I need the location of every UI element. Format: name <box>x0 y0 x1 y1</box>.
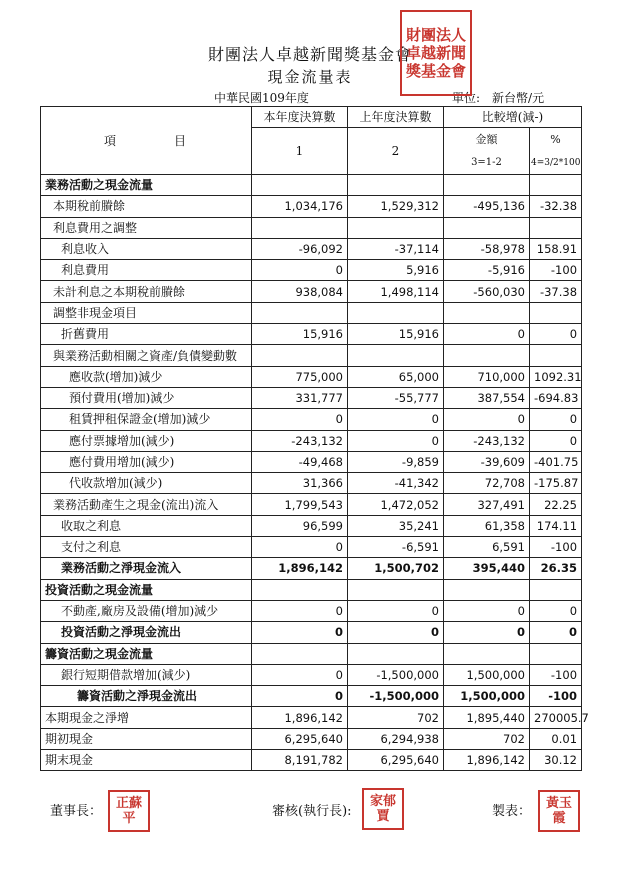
table-row <box>41 750 582 771</box>
cash-flow-table <box>40 106 589 771</box>
table-row <box>41 302 582 323</box>
change-pct: 270005.7 <box>530 707 582 728</box>
change-amount: 0 <box>444 622 530 643</box>
header-current-no: 1 <box>252 128 348 175</box>
current-value: 8,191,782 <box>252 750 348 771</box>
row-label: 應收款(增加)減少 <box>41 366 252 387</box>
change-pct: 0 <box>530 409 582 430</box>
change-amount: 710,000 <box>444 366 530 387</box>
table-row <box>41 324 582 345</box>
change-amount: -495,136 <box>444 196 530 217</box>
table-row <box>41 451 582 472</box>
table-row <box>41 494 582 515</box>
current-value: 0 <box>252 686 348 707</box>
row-label: 不動產,廠房及設備(增加)減少 <box>41 600 252 621</box>
change-pct: -100 <box>530 260 582 281</box>
change-amount <box>444 345 530 366</box>
current-value: 0 <box>252 260 348 281</box>
prior-value: -1,500,000 <box>348 664 444 685</box>
preparer-seal-stamp: 黃玉霞 <box>538 790 580 832</box>
chair-seal-stamp: 正蘇平 <box>108 790 150 832</box>
change-pct: 22.25 <box>530 494 582 515</box>
header-row-1 <box>41 107 582 128</box>
table-row <box>41 409 582 430</box>
row-label: 應付票據增加(減少) <box>41 430 252 451</box>
prior-value: -9,859 <box>348 451 444 472</box>
fiscal-period: 中華民國109年度 <box>214 91 309 105</box>
change-amount: 0 <box>444 600 530 621</box>
change-amount: -560,030 <box>444 281 530 302</box>
current-value: 0 <box>252 537 348 558</box>
prior-value: 0 <box>348 409 444 430</box>
table-row <box>41 579 582 600</box>
row-label: 代收款增加(減少) <box>41 473 252 494</box>
table-row <box>41 537 582 558</box>
change-amount: -5,916 <box>444 260 530 281</box>
table-row <box>41 196 582 217</box>
change-pct <box>530 175 582 196</box>
prior-value <box>348 175 444 196</box>
preparer-signature-label: 製表： <box>492 804 532 819</box>
prior-value: 1,529,312 <box>348 196 444 217</box>
change-pct <box>530 579 582 600</box>
change-pct: -32.38 <box>530 196 582 217</box>
prior-value: -41,342 <box>348 473 444 494</box>
change-amount: 1,500,000 <box>444 686 530 707</box>
row-label: 業務活動產生之現金(流出)流入 <box>41 494 252 515</box>
current-value: 1,896,142 <box>252 707 348 728</box>
current-value <box>252 217 348 238</box>
change-pct: -100 <box>530 686 582 707</box>
change-pct: 0 <box>530 622 582 643</box>
row-label: 預付費用(增加)減少 <box>41 387 252 408</box>
current-value: 0 <box>252 600 348 621</box>
change-pct: -100 <box>530 537 582 558</box>
current-value: -243,132 <box>252 430 348 451</box>
change-amount <box>444 175 530 196</box>
change-pct: 0 <box>530 600 582 621</box>
table-row <box>41 558 582 579</box>
table-row <box>41 643 582 664</box>
current-value <box>252 175 348 196</box>
current-value: 0 <box>252 622 348 643</box>
prior-value: 35,241 <box>348 515 444 536</box>
header-prior-no: 2 <box>348 128 444 175</box>
table-row <box>41 281 582 302</box>
statement-body <box>41 175 589 771</box>
row-label: 折舊費用 <box>41 324 252 345</box>
row-label: 支付之利息 <box>41 537 252 558</box>
row-label: 本期現金之淨增 <box>41 707 252 728</box>
header-item: 項 目 <box>41 107 252 175</box>
header-amount-formula: 3=1-2 <box>444 152 530 175</box>
change-amount: 0 <box>444 409 530 430</box>
change-pct: 30.12 <box>530 750 582 771</box>
header-pct: % <box>530 128 582 153</box>
current-value: 15,916 <box>252 324 348 345</box>
row-label: 期初現金 <box>41 728 252 749</box>
row-label: 與業務活動相關之資產/負債變動數 <box>41 345 252 366</box>
current-value: 1,896,142 <box>252 558 348 579</box>
change-amount: -39,609 <box>444 451 530 472</box>
change-pct <box>530 302 582 323</box>
prior-value: 15,916 <box>348 324 444 345</box>
table-row <box>41 622 582 643</box>
prior-value: -55,777 <box>348 387 444 408</box>
change-pct: 0.01 <box>530 728 582 749</box>
header-pct-formula: 4=3/2*100 <box>530 152 582 175</box>
current-value: 1,034,176 <box>252 196 348 217</box>
row-label: 投資活動之現金流量 <box>41 579 252 600</box>
prior-value: 1,500,702 <box>348 558 444 579</box>
change-pct: 0 <box>530 430 582 451</box>
table-row <box>41 387 582 408</box>
prior-value <box>348 579 444 600</box>
table-row <box>41 430 582 451</box>
table-row <box>41 728 582 749</box>
current-value <box>252 345 348 366</box>
change-pct <box>530 217 582 238</box>
row-label: 利息費用之調整 <box>41 217 252 238</box>
table-row <box>41 238 582 259</box>
table-row <box>41 600 582 621</box>
change-pct <box>530 345 582 366</box>
auditor-signature-label: 審核(執行長): <box>272 804 352 819</box>
table-row <box>41 473 582 494</box>
change-amount: 6,591 <box>444 537 530 558</box>
prior-value: -37,114 <box>348 238 444 259</box>
table-row <box>41 515 582 536</box>
org-name: 財團法人卓越新聞獎基金會 <box>207 45 412 64</box>
row-label: 籌資活動之淨現金流出 <box>41 686 252 707</box>
change-pct: -37.38 <box>530 281 582 302</box>
change-amount: 395,440 <box>444 558 530 579</box>
prior-value: 1,472,052 <box>348 494 444 515</box>
prior-value <box>348 643 444 664</box>
prior-value: 702 <box>348 707 444 728</box>
prior-value: 6,295,640 <box>348 750 444 771</box>
prior-value: 0 <box>348 622 444 643</box>
row-label: 本期稅前賸餘 <box>41 196 252 217</box>
prior-value: 6,294,938 <box>348 728 444 749</box>
current-value: 331,777 <box>252 387 348 408</box>
prior-value: 1,498,114 <box>348 281 444 302</box>
table-row <box>41 175 582 196</box>
change-amount: 61,358 <box>444 515 530 536</box>
change-amount <box>444 643 530 664</box>
prior-value: 0 <box>348 600 444 621</box>
change-pct: -401.75 <box>530 451 582 472</box>
prior-value: -6,591 <box>348 537 444 558</box>
current-value: 775,000 <box>252 366 348 387</box>
change-amount: 702 <box>444 728 530 749</box>
change-amount <box>444 302 530 323</box>
row-label: 投資活動之淨現金流出 <box>41 622 252 643</box>
change-amount: 1,895,440 <box>444 707 530 728</box>
change-pct: 1092.31 <box>530 366 582 387</box>
prior-value: -1,500,000 <box>348 686 444 707</box>
row-label: 籌資活動之現金流量 <box>41 643 252 664</box>
current-value: 31,366 <box>252 473 348 494</box>
table-row <box>41 260 582 281</box>
row-label: 業務活動之現金流量 <box>41 175 252 196</box>
current-value: 0 <box>252 664 348 685</box>
row-label: 利息費用 <box>41 260 252 281</box>
table-row <box>41 366 582 387</box>
row-label: 期末現金 <box>41 750 252 771</box>
prior-value <box>348 345 444 366</box>
prior-value <box>348 302 444 323</box>
change-amount: 1,896,142 <box>444 750 530 771</box>
header-prior: 上年度決算數 <box>348 107 444 128</box>
change-amount: -243,132 <box>444 430 530 451</box>
change-amount <box>444 217 530 238</box>
row-label: 租賃押租保證金(增加)減少 <box>41 409 252 430</box>
current-value <box>252 302 348 323</box>
change-amount: 72,708 <box>444 473 530 494</box>
current-value: 938,084 <box>252 281 348 302</box>
row-label: 銀行短期借款增加(減少) <box>41 664 252 685</box>
table-row <box>41 345 582 366</box>
change-pct: -694.83 <box>530 387 582 408</box>
row-label: 利息收入 <box>41 238 252 259</box>
header-amount: 金額 <box>444 128 530 153</box>
table-row <box>41 707 582 728</box>
org-seal-stamp: 財團法人卓越新聞獎基金會 <box>400 10 472 96</box>
change-pct: 26.35 <box>530 558 582 579</box>
table-row <box>41 686 582 707</box>
current-value: -96,092 <box>252 238 348 259</box>
change-amount: 387,554 <box>444 387 530 408</box>
change-amount: 327,491 <box>444 494 530 515</box>
current-value <box>252 579 348 600</box>
change-amount: 0 <box>444 324 530 345</box>
table-row <box>41 217 582 238</box>
change-pct: 158.91 <box>530 238 582 259</box>
currency-unit: 單位: 新台幣/元 <box>452 91 545 105</box>
row-label: 收取之利息 <box>41 515 252 536</box>
prior-value: 5,916 <box>348 260 444 281</box>
current-value: 6,295,640 <box>252 728 348 749</box>
chair-signature-label: 董事長： <box>50 804 103 819</box>
current-value: 0 <box>252 409 348 430</box>
change-pct <box>530 643 582 664</box>
row-label: 未計利息之本期稅前賸餘 <box>41 281 252 302</box>
current-value <box>252 643 348 664</box>
header-compare: 比較增(減-) <box>444 107 582 128</box>
prior-value <box>348 217 444 238</box>
table-row <box>41 664 582 685</box>
change-pct: 0 <box>530 324 582 345</box>
header-current: 本年度決算數 <box>252 107 348 128</box>
row-label: 應付費用增加(減少) <box>41 451 252 472</box>
row-label: 調整非現金項目 <box>41 302 252 323</box>
current-value: -49,468 <box>252 451 348 472</box>
row-label: 業務活動之淨現金流入 <box>41 558 252 579</box>
change-pct: -175.87 <box>530 473 582 494</box>
auditor-seal-stamp: 家郁賈 <box>362 788 404 830</box>
change-pct: -100 <box>530 664 582 685</box>
current-value: 1,799,543 <box>252 494 348 515</box>
change-amount: 1,500,000 <box>444 664 530 685</box>
prior-value: 65,000 <box>348 366 444 387</box>
statement-title: 現金流量表 <box>267 68 353 86</box>
change-pct: 174.11 <box>530 515 582 536</box>
current-value: 96,599 <box>252 515 348 536</box>
change-amount: -58,978 <box>444 238 530 259</box>
prior-value: 0 <box>348 430 444 451</box>
change-amount <box>444 579 530 600</box>
